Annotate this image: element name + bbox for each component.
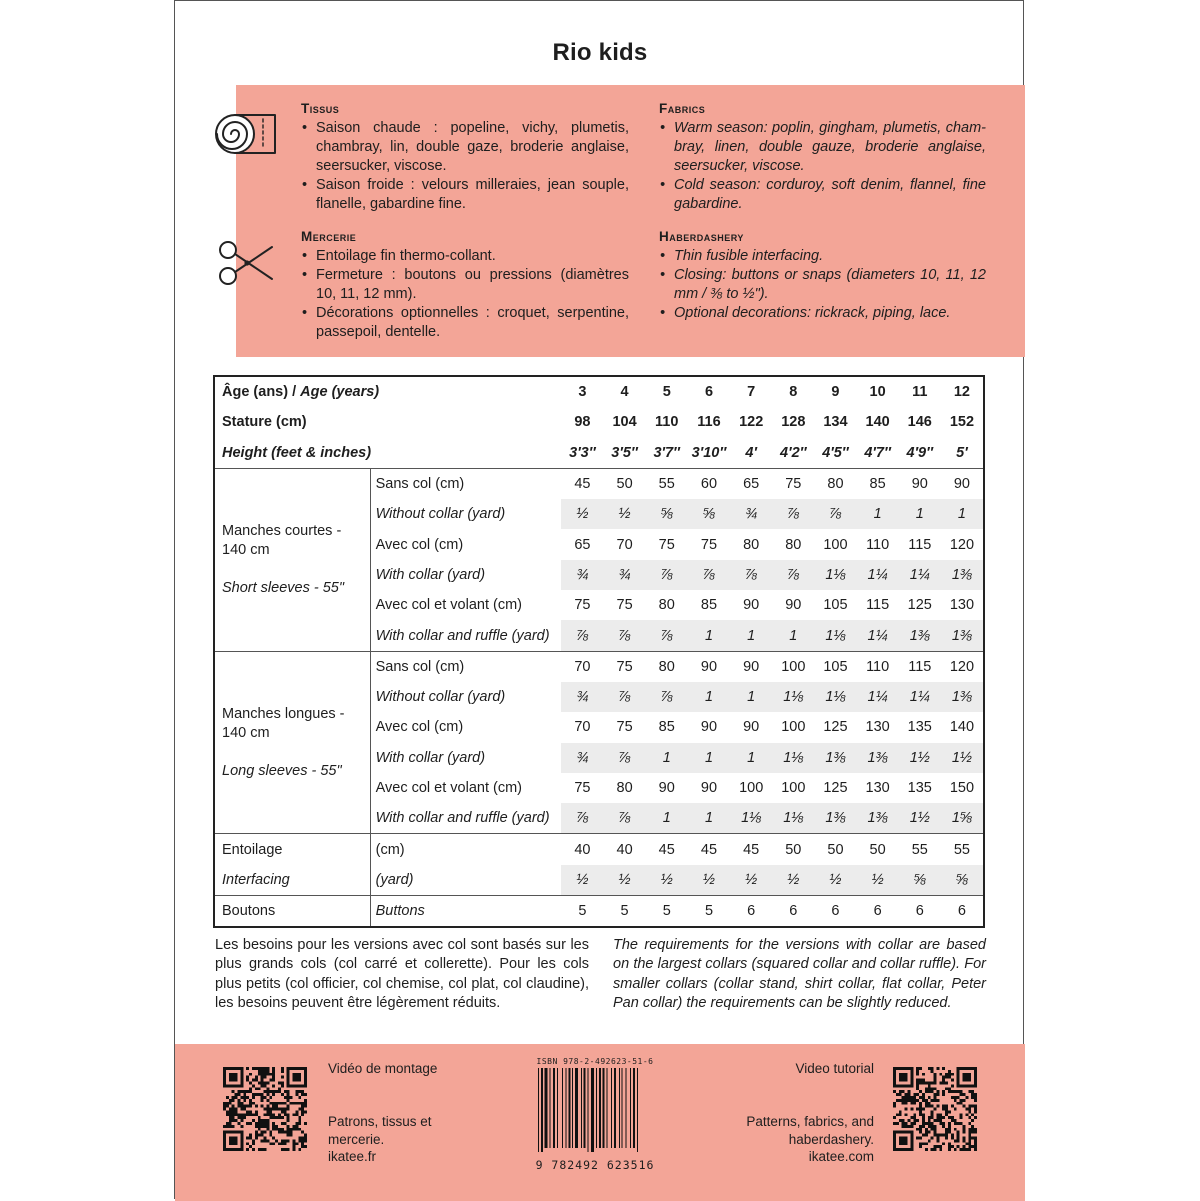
table-cell: 104	[612, 414, 637, 431]
haberdashery-fr-list	[301, 247, 629, 342]
table-cell: ½	[857, 865, 899, 896]
table-cell: ⅞	[772, 560, 814, 590]
table-cell: 75	[616, 597, 633, 614]
table-cell: 6	[814, 896, 856, 928]
group-label-fr: Manches courtes - 140 cm	[222, 522, 342, 558]
table-cell: 50	[814, 834, 856, 865]
sleeve-group-label	[214, 651, 370, 834]
row-label: With collar (yard)	[375, 566, 486, 583]
table-cell: 1⅝	[941, 803, 984, 834]
row-label: With collar and ruffle (yard)	[375, 627, 550, 644]
table-cell: 1	[688, 803, 730, 834]
table-cell: ¾	[561, 743, 603, 773]
table-cell: 90	[688, 651, 730, 682]
table-cell: 9	[831, 384, 840, 401]
pattern-back-cover	[174, 0, 1024, 1199]
table-cell: ⅞	[604, 803, 646, 834]
table-cell: 1⅜	[941, 682, 984, 712]
shop-text-en-1: Patterns, fabrics, and	[746, 1114, 874, 1129]
table-cell: ⅞	[730, 560, 772, 590]
table-cell: 7	[747, 384, 756, 401]
row-label: With collar (yard)	[375, 749, 486, 766]
table-cell: 130	[865, 719, 890, 736]
table-cell: 1⅜	[814, 803, 856, 834]
table-cell: 1	[941, 499, 984, 529]
table-cell: 1	[899, 499, 941, 529]
table-cell: 115	[908, 536, 932, 553]
table-cell: 1⅛	[814, 682, 856, 712]
table-cell: 125	[823, 719, 848, 736]
table-cell: 100	[781, 719, 806, 736]
table-cell: ⅝	[646, 499, 688, 529]
header-label	[214, 376, 561, 407]
table-cell: 90	[941, 468, 984, 499]
table-cell: 90	[658, 780, 675, 796]
table-cell: 4′2″	[780, 444, 807, 461]
table-cell: 1⅜	[857, 803, 899, 834]
table-cell: 4	[620, 384, 629, 401]
materials-fr-column	[301, 99, 629, 355]
table-cell: ⅝	[899, 865, 941, 896]
table-cell: 1⅜	[941, 620, 984, 651]
table-cell: 80	[658, 597, 675, 614]
table-cell: 80	[743, 536, 760, 553]
list-item: • Entoilage fin thermo-collant.	[301, 247, 629, 266]
table-cell: 1¼	[857, 560, 899, 590]
table-cell: 75	[658, 536, 675, 553]
header-label	[214, 407, 561, 437]
table-cell: 1	[857, 499, 899, 529]
table-cell: 1⅜	[814, 743, 856, 773]
table-cell: 110	[866, 536, 890, 553]
table-row	[214, 834, 984, 865]
table-cell: ⅞	[646, 682, 688, 712]
row-label: Without collar (yard)	[375, 689, 506, 706]
shop-text-en-2: haberdashery.	[788, 1131, 874, 1147]
table-row	[214, 896, 984, 928]
table-cell: 50	[857, 834, 899, 865]
table-cell: 1⅛	[730, 803, 772, 834]
header-label-en: Height (feet & inches)	[222, 444, 372, 461]
table-cell: 110	[857, 651, 899, 682]
table-cell: 45	[561, 468, 603, 499]
table-cell: ⅞	[688, 560, 730, 590]
table-cell: 6	[730, 896, 772, 928]
fabrics-en-heading: Fabrics	[659, 101, 706, 116]
table-cell: 75	[772, 468, 814, 499]
table-cell: ½	[772, 865, 814, 896]
list-item: • Saison froide : velours milleraies, jean souple, flanelle, gabardine fine.	[301, 176, 629, 214]
table-cell: ⅞	[646, 620, 688, 651]
table-cell: 1	[688, 620, 730, 651]
table-cell: 4′5″	[822, 444, 849, 461]
table-cell: 40	[561, 834, 603, 865]
table-cell: ½	[604, 499, 646, 529]
table-cell: 1¼	[857, 682, 899, 712]
table-cell: ⅞	[604, 743, 646, 773]
table-cell: ⅞	[561, 803, 603, 834]
table-cell: ⅞	[561, 620, 603, 651]
table-cell: 50	[604, 468, 646, 499]
table-cell: ½	[604, 865, 646, 896]
table-cell: ¾	[604, 560, 646, 590]
video-tutorial-fr: Vidéo de montage	[328, 1061, 438, 1076]
table-cell: 130	[865, 780, 890, 796]
table-cell: 5	[688, 896, 730, 928]
table-cell: ¾	[561, 560, 603, 590]
table-cell: 105	[823, 597, 848, 614]
table-cell: 75	[700, 536, 718, 553]
table-cell: 116	[697, 414, 721, 431]
row-label: Avec col (cm)	[375, 536, 464, 553]
table-cell: 105	[814, 651, 856, 682]
table-cell: ¾	[730, 499, 772, 529]
table-cell: 125	[907, 597, 932, 614]
website-fr: ikatee.fr	[328, 1149, 377, 1164]
table-header-row	[214, 376, 984, 407]
list-item: • Optional decorations: rickrack, piping, lace.	[659, 304, 986, 323]
group-label-en: Short sleeves - 55"	[222, 579, 345, 596]
table-cell: ⅝	[688, 499, 730, 529]
table-cell: 146	[907, 414, 932, 431]
table-row	[214, 651, 984, 682]
table-cell: 1	[646, 803, 688, 834]
table-cell: 1	[646, 743, 688, 773]
table-cell: 150	[949, 780, 975, 796]
header-label-fr: Stature (cm)	[222, 414, 307, 431]
table-cell: 140	[865, 414, 890, 431]
table-cell: 152	[949, 414, 975, 431]
table-cell: 1	[730, 620, 772, 651]
table-cell: 1½	[899, 803, 941, 834]
table-cell: 85	[658, 719, 675, 736]
table-cell: 45	[688, 834, 730, 865]
shop-text-fr-2: mercerie.	[328, 1131, 385, 1147]
table-cell: 85	[700, 597, 718, 614]
table-cell: 8	[789, 384, 798, 401]
table-cell: 1¼	[899, 682, 941, 712]
table-cell: 85	[857, 468, 899, 499]
video-tutorial-en: Video tutorial	[795, 1061, 874, 1076]
table-cell: 125	[823, 780, 848, 796]
table-cell: 1⅜	[941, 560, 984, 590]
sleeve-group-label	[214, 468, 370, 651]
table-cell: 100	[772, 651, 814, 682]
table-cell: 70	[616, 536, 633, 553]
table-cell: 70	[561, 651, 603, 682]
table-cell: 100	[739, 780, 764, 796]
barcode-bars	[530, 1066, 660, 1152]
row-label: (yard)	[375, 871, 414, 888]
list-item: • Warm season: poplin, gingham, plumetis, cham-bray, linen, double gauze, broderie anglaise, seersucker, viscose.	[659, 119, 986, 176]
table-cell: 10	[869, 384, 886, 401]
table-cell: 120	[949, 536, 975, 553]
table-cell: 98	[574, 414, 591, 431]
table-cell: 130	[949, 597, 975, 614]
row-label: (cm)	[370, 834, 561, 865]
table-cell: 1	[772, 620, 814, 651]
table-cell: 1⅛	[814, 560, 856, 590]
table-cell: ⅞	[604, 682, 646, 712]
qr-code-left	[223, 1067, 307, 1151]
table-cell: 1½	[899, 743, 941, 773]
table-cell: 135	[907, 719, 932, 736]
table-cell: 3′5″	[611, 444, 638, 461]
table-cell: ⅞	[814, 499, 856, 529]
table-cell: 6	[857, 896, 899, 928]
table-cell: 4′7″	[864, 444, 891, 461]
table-cell: 1⅜	[899, 620, 941, 651]
row-label: Sans col (cm)	[370, 468, 561, 499]
table-cell: 6	[772, 896, 814, 928]
row-label: Avec col (cm)	[375, 719, 464, 736]
table-cell: 5	[662, 384, 671, 401]
table-cell: 90	[700, 719, 718, 736]
table-cell: 1	[730, 682, 772, 712]
table-cell: 1⅛	[814, 620, 856, 651]
table-cell: ⅝	[941, 865, 984, 896]
table-cell: 60	[688, 468, 730, 499]
table-cell: 75	[574, 780, 591, 796]
list-item: • Saison chaude : popeline, vichy, plumetis, chambray, lin, double gaze, broderie anglaise, seersucker, viscose.	[301, 119, 629, 176]
table-header-row	[214, 438, 984, 469]
shop-text-fr-1: Patrons, tissus et	[328, 1114, 432, 1129]
table-cell: 90	[785, 597, 802, 614]
list-item: • Closing: buttons or snaps (diameters 10, 11, 12 mm / ⅜ to ½").	[659, 266, 986, 304]
fabric-requirements-table	[213, 375, 985, 928]
row-label: With collar and ruffle (yard)	[375, 810, 550, 827]
table-cell: 90	[730, 651, 772, 682]
table-cell: 80	[646, 651, 688, 682]
table-cell: 6	[704, 384, 714, 401]
table-cell: 40	[604, 834, 646, 865]
table-cell: 45	[730, 834, 772, 865]
table-cell: 80	[785, 536, 802, 553]
group-label-fr: Manches longues - 140 cm	[222, 705, 345, 741]
table-cell: 12	[953, 384, 970, 401]
table-cell: 45	[646, 834, 688, 865]
table-cell: 55	[941, 834, 984, 865]
table-cell: 1¼	[899, 560, 941, 590]
table-cell: 120	[941, 651, 984, 682]
row-label: Avec col et volant (cm)	[375, 597, 523, 614]
table-cell: 55	[899, 834, 941, 865]
fabrics-fr-list	[301, 119, 629, 214]
list-item: • Thin fusible interfacing.	[659, 247, 986, 266]
table-cell: ½	[561, 865, 603, 896]
table-cell: 70	[574, 719, 591, 736]
table-cell: 4′	[745, 444, 757, 461]
table-cell: 1⅛	[772, 743, 814, 773]
table-row	[214, 468, 984, 499]
table-cell: ¾	[561, 682, 603, 712]
interfacing-label: Entoilage	[214, 834, 370, 865]
table-cell: 50	[772, 834, 814, 865]
table-cell: 6	[941, 896, 984, 928]
scissors-icon	[217, 239, 275, 287]
table-cell: 3′3″	[569, 444, 596, 461]
table-header-row	[214, 407, 984, 437]
table-cell: 1	[730, 743, 772, 773]
haberdashery-fr-heading: Mercerie	[301, 229, 357, 244]
haberdashery-en-heading: Haberdashery	[659, 229, 744, 244]
table-cell: 3′10″	[691, 444, 727, 461]
fabrics-en-list	[659, 119, 986, 214]
table-cell: 100	[781, 780, 806, 796]
table-cell: 140	[949, 719, 975, 736]
table-cell: 75	[616, 719, 633, 736]
table-cell: 110	[655, 414, 679, 431]
list-item: • Décorations optionnelles : croquet, serpentine, passepoil, dentelle.	[301, 304, 629, 342]
table-cell: 90	[743, 719, 760, 736]
footer-panel	[175, 1044, 1025, 1201]
row-label: Sans col (cm)	[370, 651, 561, 682]
table-cell: ½	[814, 865, 856, 896]
header-label-en: Age (years)	[300, 384, 380, 401]
table-cell: 100	[823, 536, 848, 553]
table-cell: 135	[907, 780, 932, 796]
list-item: • Fermeture : boutons ou pressions (diamètres 10, 11, 12 mm).	[301, 266, 629, 304]
table-cell: 11	[912, 384, 928, 401]
table-cell: 5′	[956, 444, 968, 461]
table-cell: ⅞	[646, 560, 688, 590]
table-cell: 1⅛	[772, 803, 814, 834]
interfacing-label: Interfacing	[214, 865, 370, 896]
header-label	[214, 438, 561, 469]
barcode-number: 9 782492 623516	[535, 1158, 655, 1172]
table-cell: 115	[899, 651, 941, 682]
table-cell: 3′7″	[653, 444, 681, 461]
fabric-roll-icon	[215, 109, 279, 159]
notes-fr: Les besoins pour les versions avec col sont basés sur les plus grands cols (col carré et collerette). Pour les cols plus petits (col officier, col chemise, col plat, col claudine), les besoins peuvent être légèrement réduits.	[215, 937, 589, 1011]
table-cell: 75	[574, 597, 591, 614]
table-cell: 6	[899, 896, 941, 928]
buttons-label-en: Buttons	[370, 896, 561, 928]
group-label-en: Long sleeves - 55"	[222, 762, 342, 779]
table-cell: 1⅜	[857, 743, 899, 773]
website-en: ikatee.com	[808, 1149, 874, 1164]
table-cell: 134	[823, 414, 848, 431]
table-cell: 1	[688, 682, 730, 712]
row-label: Without collar (yard)	[375, 506, 506, 523]
table-cell: 75	[604, 651, 646, 682]
table-cell: 65	[574, 536, 591, 553]
table-cell: ½	[646, 865, 688, 896]
table-cell: 1	[688, 743, 730, 773]
haberdashery-en-list	[659, 247, 986, 323]
list-item: • Cold season: corduroy, soft denim, flannel, fine gabardine.	[659, 176, 986, 214]
table-cell: ⅞	[772, 499, 814, 529]
table-cell: 90	[899, 468, 941, 499]
table-cell: 65	[730, 468, 772, 499]
table-cell: ⅞	[604, 620, 646, 651]
header-label-fr: Âge (ans) /	[222, 384, 301, 401]
table-cell: ½	[730, 865, 772, 896]
table-cell: 5	[646, 896, 688, 928]
table-cell: 1½	[941, 743, 984, 773]
row-label: Avec col et volant (cm)	[375, 780, 523, 796]
table-cell: 90	[743, 597, 760, 614]
table-cell: 122	[739, 414, 764, 431]
table-cell: 80	[814, 468, 856, 499]
table-row	[214, 865, 984, 896]
fabrics-fr-heading: Tissus	[301, 101, 340, 116]
table-cell: 55	[646, 468, 688, 499]
barcode	[530, 1057, 660, 1172]
table-cell: 128	[781, 414, 806, 431]
table-cell: 1⅛	[772, 682, 814, 712]
page-title: Rio kids	[552, 39, 648, 66]
table-cell: 3	[578, 384, 587, 401]
table-cell: 5	[561, 896, 603, 928]
table-cell: 80	[616, 780, 633, 796]
qr-code-right	[893, 1067, 977, 1151]
isbn-text: ISBN 978-2-492623-51-6	[536, 1057, 654, 1066]
table-cell: ½	[561, 499, 603, 529]
table-cell: 115	[866, 597, 890, 614]
table-cell: 90	[700, 780, 718, 796]
buttons-label-fr: Boutons	[214, 896, 370, 928]
table-cell: 5	[604, 896, 646, 928]
notes-en: The requirements for the versions with collar are based on the largest collars (squared collar and collar ruffle). For smaller collars (collar stand, shirt collar, flat collar, Peter Pan collar) the requirements can be slightly reduced.	[613, 937, 986, 1011]
table-cell: 4′9″	[906, 444, 934, 461]
materials-en-column	[659, 99, 986, 336]
table-cell: 1¼	[857, 620, 899, 651]
table-cell: ½	[688, 865, 730, 896]
